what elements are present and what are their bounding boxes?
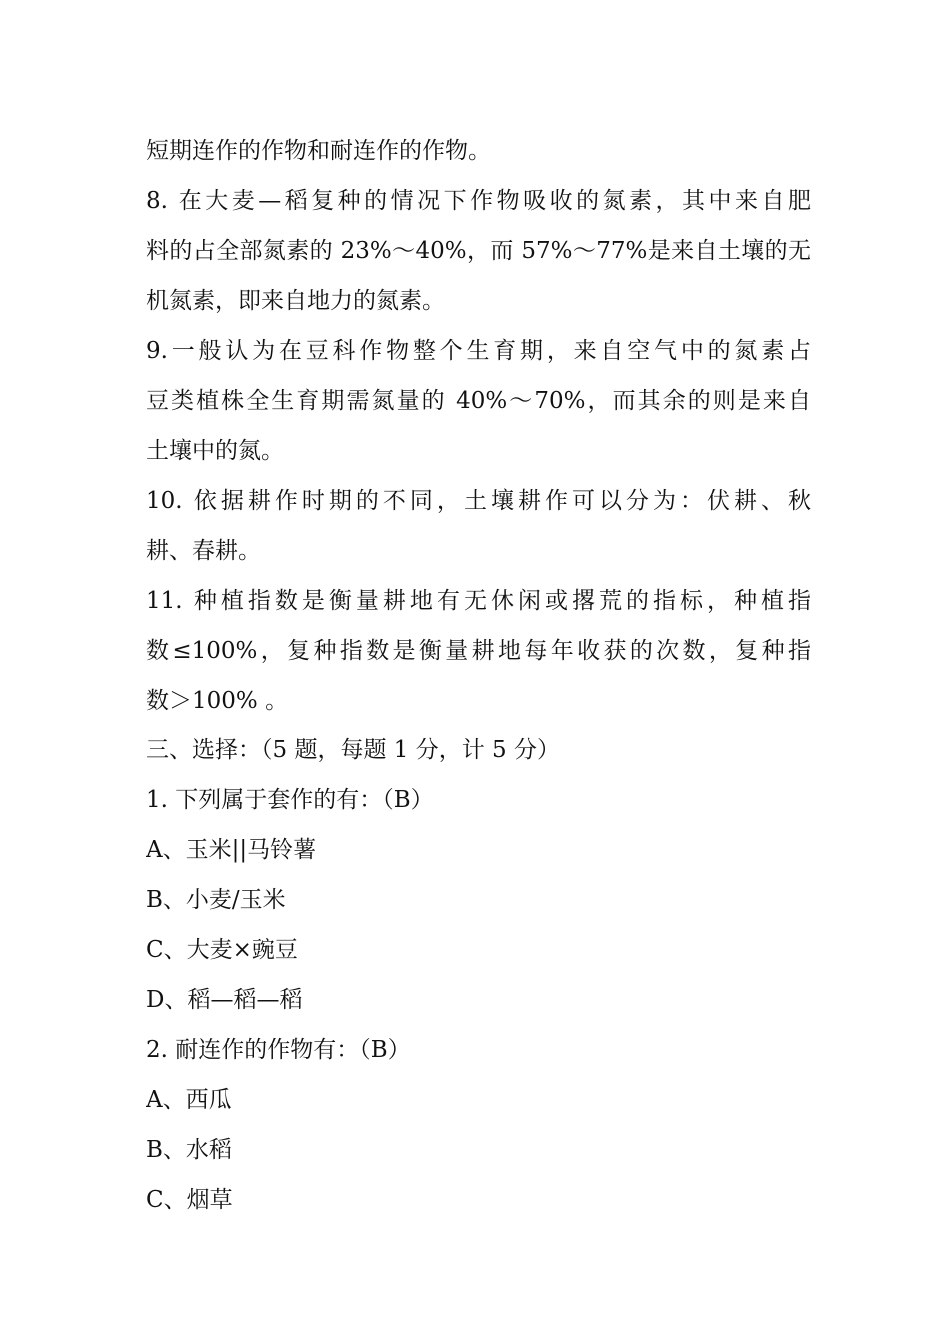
text-line: 9.一般认为在豆科作物整个生育期，来自空气中的氮素占 (146, 338, 811, 364)
text-line: 短期连作的作物和耐连作的作物。 (146, 138, 491, 164)
option-line: A、玉米||马铃薯 (146, 837, 317, 863)
option-line: A、西瓜 (146, 1087, 232, 1113)
text-line: 数＞100% 。 (146, 688, 289, 714)
text-line: 机氮素，即来自地力的氮素。 (146, 288, 445, 314)
option-line: B、小麦/玉米 (146, 887, 286, 913)
text-line: 土壤中的氮。 (146, 438, 284, 464)
option-line: C、烟草 (146, 1187, 233, 1213)
text-line: 10. 依据耕作时期的不同，土壤耕作可以分为：伏耕、秋 (146, 488, 811, 514)
text-line: 11. 种植指数是衡量耕地有无休闲或撂荒的指标，种植指 (146, 588, 811, 614)
text-line: 8. 在大麦—稻复种的情况下作物吸收的氮素，其中来自肥 (146, 188, 811, 214)
question-line: 2. 耐连作的作物有：（B） (146, 1037, 411, 1063)
text-line: 数≤100%，复种指数是衡量耕地每年收获的次数，复种指 (146, 638, 811, 664)
text-line: 耕、春耕。 (146, 538, 261, 564)
section-heading: 三、选择：（5 题，每题 1 分，计 5 分） (146, 737, 560, 763)
text-line: 豆类植株全生育期需氮量的 40%～70%，而其余的则是来自 (146, 388, 811, 414)
question-line: 1. 下列属于套作的有：（B） (146, 787, 434, 813)
option-line: B、水稻 (146, 1137, 232, 1163)
option-line: D、稻—稻—稻 (146, 987, 303, 1013)
option-line: C、大麦×豌豆 (146, 937, 298, 963)
text-line: 料的占全部氮素的 23%～40%，而 57%～77%是来自土壤的无 (146, 238, 811, 264)
